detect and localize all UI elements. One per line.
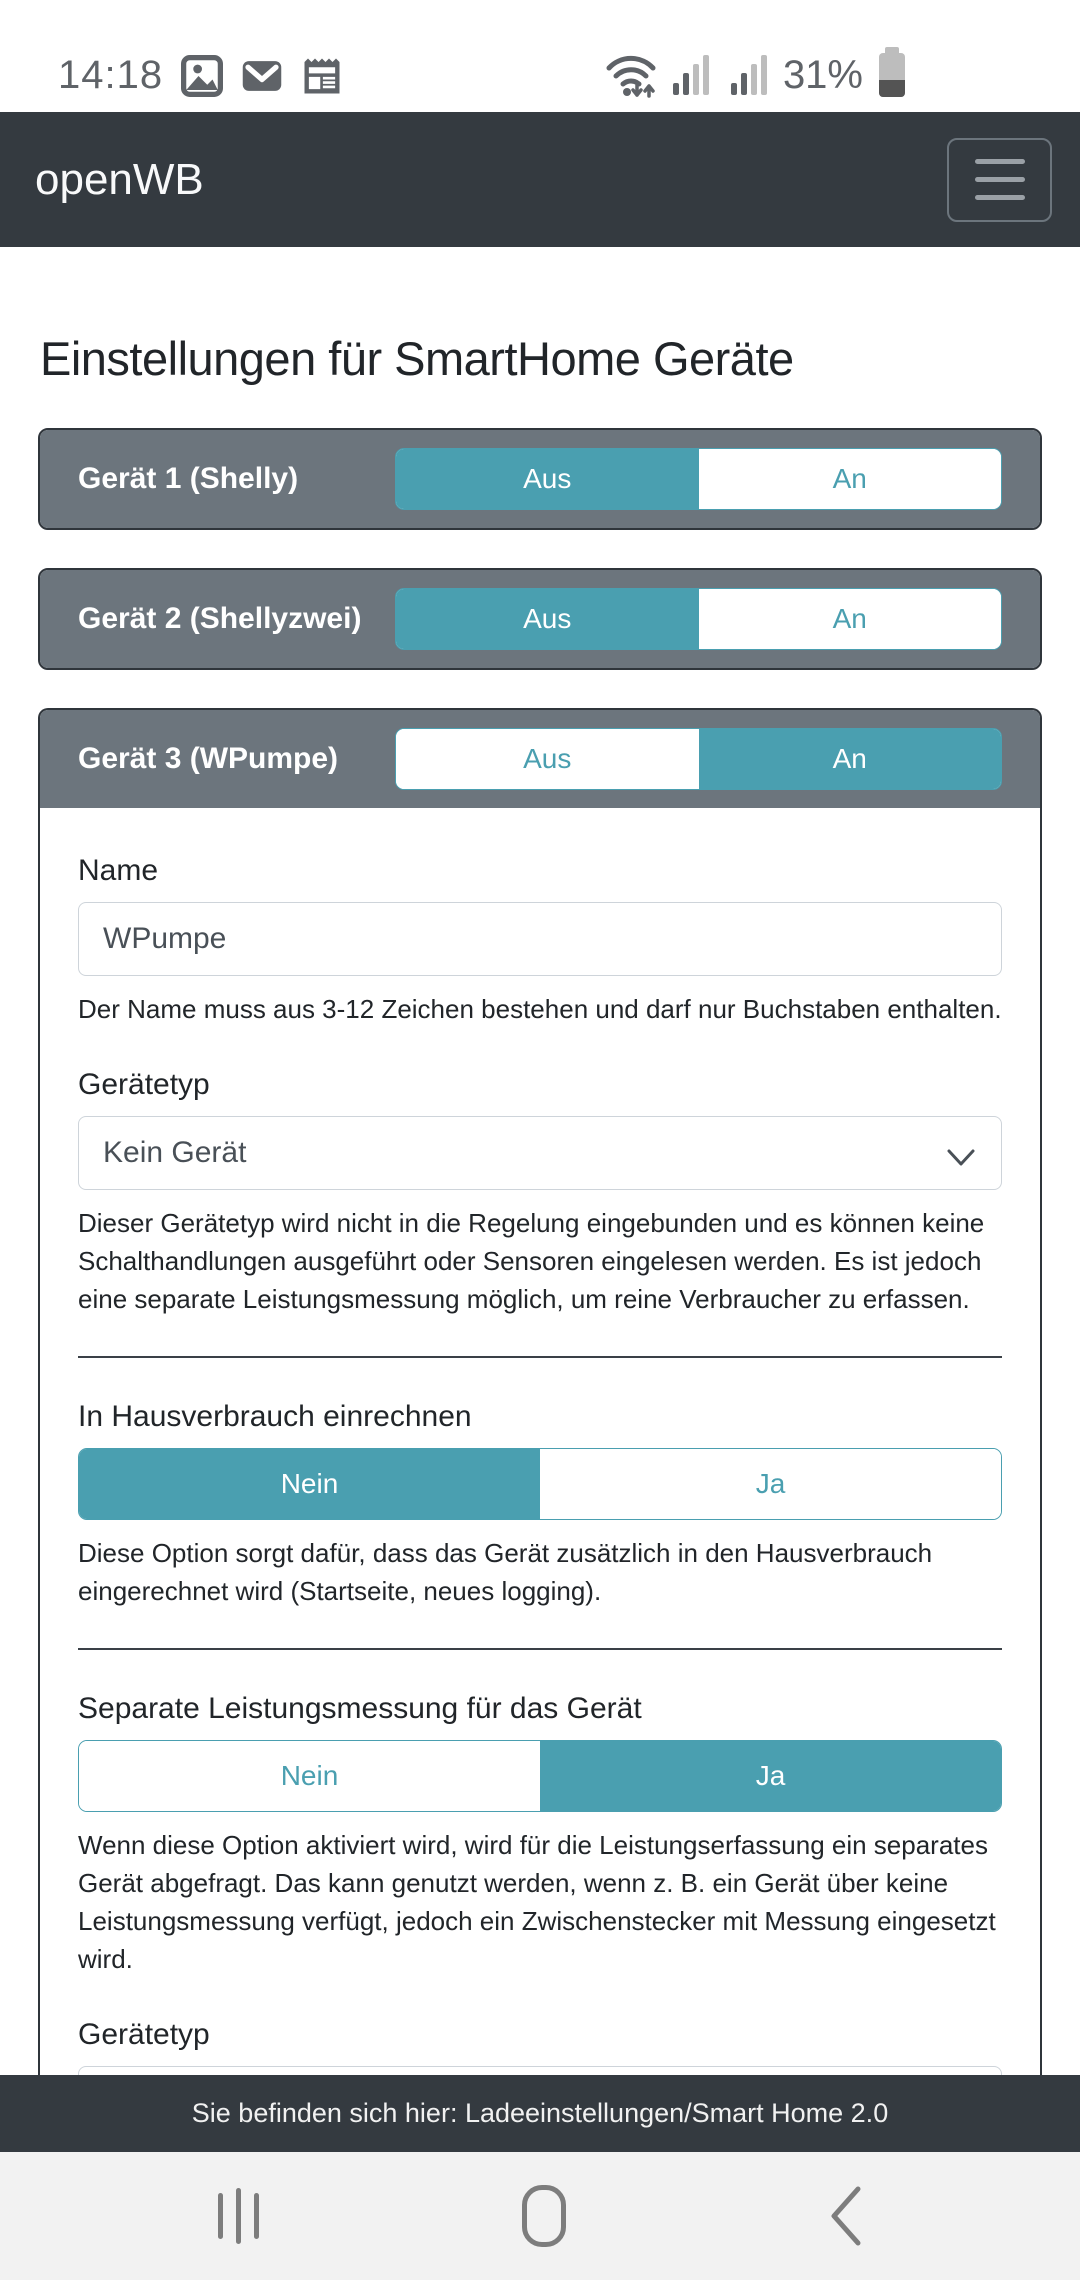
device-1-header[interactable] (40, 430, 1040, 528)
meter-type-label: Gerätetyp (78, 2018, 210, 2051)
device-type-label: Gerätetyp (78, 1068, 210, 1101)
device-3-label: Gerät 3 (WPumpe) (78, 742, 339, 775)
gallery-icon (181, 55, 223, 97)
device-card-3 (38, 708, 1042, 2140)
device-3-settings-form (40, 808, 1040, 2140)
device-3-off-button[interactable]: Aus (396, 729, 699, 789)
section-divider (78, 1356, 1002, 1358)
house-consumption-yes-button[interactable]: Ja (540, 1449, 1001, 1519)
device-2-off-button[interactable]: Aus (396, 589, 699, 649)
status-bar (0, 0, 1080, 112)
cell-signal-icon (731, 55, 767, 95)
hamburger-icon (975, 159, 1025, 164)
cell-signal-icon (673, 55, 709, 95)
separate-metering-no-button[interactable]: Nein (79, 1741, 540, 1811)
section-divider (78, 1648, 1002, 1650)
device-type-select[interactable] (78, 1116, 1002, 1190)
device-2-power-toggle (395, 588, 1002, 650)
recents-icon (254, 2193, 259, 2239)
device-3-power-toggle (395, 728, 1002, 790)
status-bar-left (58, 53, 343, 98)
house-consumption-no-button[interactable]: Nein (79, 1449, 540, 1519)
back-button[interactable] (828, 2185, 862, 2247)
brand-logo: openWB (35, 154, 204, 204)
chevron-down-icon (947, 1141, 975, 1175)
separate-metering-yes-button[interactable]: Ja (540, 1741, 1001, 1811)
back-icon (828, 2185, 862, 2247)
page-title: Einstellungen für SmartHome Geräte (40, 332, 794, 385)
android-navigation-bar (0, 2152, 1080, 2280)
main-content (0, 331, 1080, 2140)
separate-metering-toggle (78, 1740, 1002, 1812)
breadcrumb: Sie befinden sich hier: Ladeeinstellungen/Smart Home 2.0 (191, 2098, 889, 2128)
hamburger-menu-button[interactable] (947, 138, 1052, 222)
recents-icon (236, 2188, 241, 2244)
device-2-on-button[interactable]: An (699, 589, 1002, 649)
device-card-2 (38, 568, 1042, 670)
device-2-header[interactable] (40, 570, 1040, 668)
home-button[interactable] (522, 2185, 566, 2247)
house-consumption-label: In Hausverbrauch einrechnen (78, 1400, 472, 1433)
device-type-help-text: Dieser Gerätetyp wird nicht in die Regelung eingebunden und es können keine Schalthandlungen ausgeführt oder Sensoren eingelesen werden. Es ist jedoch eine separate Leistungsmessung möglich, um reine Verbraucher zu erfassen. (78, 1208, 985, 1314)
device-2-label: Gerät 2 (Shellyzwei) (78, 602, 362, 635)
battery-percent: 31% (782, 52, 863, 97)
mail-icon (241, 55, 283, 97)
device-1-off-button[interactable]: Aus (396, 449, 699, 509)
clock: 14:18 (58, 53, 164, 97)
separate-metering-help-text: Wenn diese Option aktiviert wird, wird für die Leistungserfassung ein separates Gerät abgefragt. Das kann genutzt werden, wenn z. B. ein Gerät über keine Leistungsmessung verfügt, jedoch ein Zwischenstecker mit Messung eingesetzt wird. (78, 1830, 996, 1974)
device-1-on-button[interactable]: An (699, 449, 1002, 509)
name-field-label: Name (78, 854, 159, 887)
recents-icon (218, 2193, 223, 2239)
wifi-arrows-icon (605, 52, 657, 98)
hamburger-icon (975, 195, 1025, 200)
hamburger-icon (975, 177, 1025, 182)
breadcrumb-bar (0, 2075, 1080, 2152)
app-navbar (0, 112, 1080, 247)
device-1-power-toggle (395, 448, 1002, 510)
separate-metering-label: Separate Leistungsmessung für das Gerät (78, 1692, 642, 1725)
house-consumption-toggle (78, 1448, 1002, 1520)
name-help-text: Der Name muss aus 3-12 Zeichen bestehen und darf nur Buchstaben enthalten. (78, 994, 1002, 1024)
news-icon (301, 55, 343, 97)
device-3-header[interactable] (40, 710, 1040, 808)
status-bar-right (605, 52, 905, 98)
recents-button[interactable] (218, 2186, 259, 2246)
device-card-1 (38, 428, 1042, 530)
device-1-label: Gerät 1 (Shelly) (78, 462, 299, 495)
house-consumption-help-text: Diese Option sorgt dafür, dass das Gerät zusätzlich in den Hausverbrauch eingerechnet wird (Startseite, neues logging). (78, 1538, 933, 1606)
device-name-input[interactable] (78, 902, 1002, 976)
device-3-on-button[interactable]: An (699, 729, 1002, 789)
device-type-selected-value: Kein Gerät (103, 1136, 247, 1169)
battery-icon (879, 53, 905, 97)
